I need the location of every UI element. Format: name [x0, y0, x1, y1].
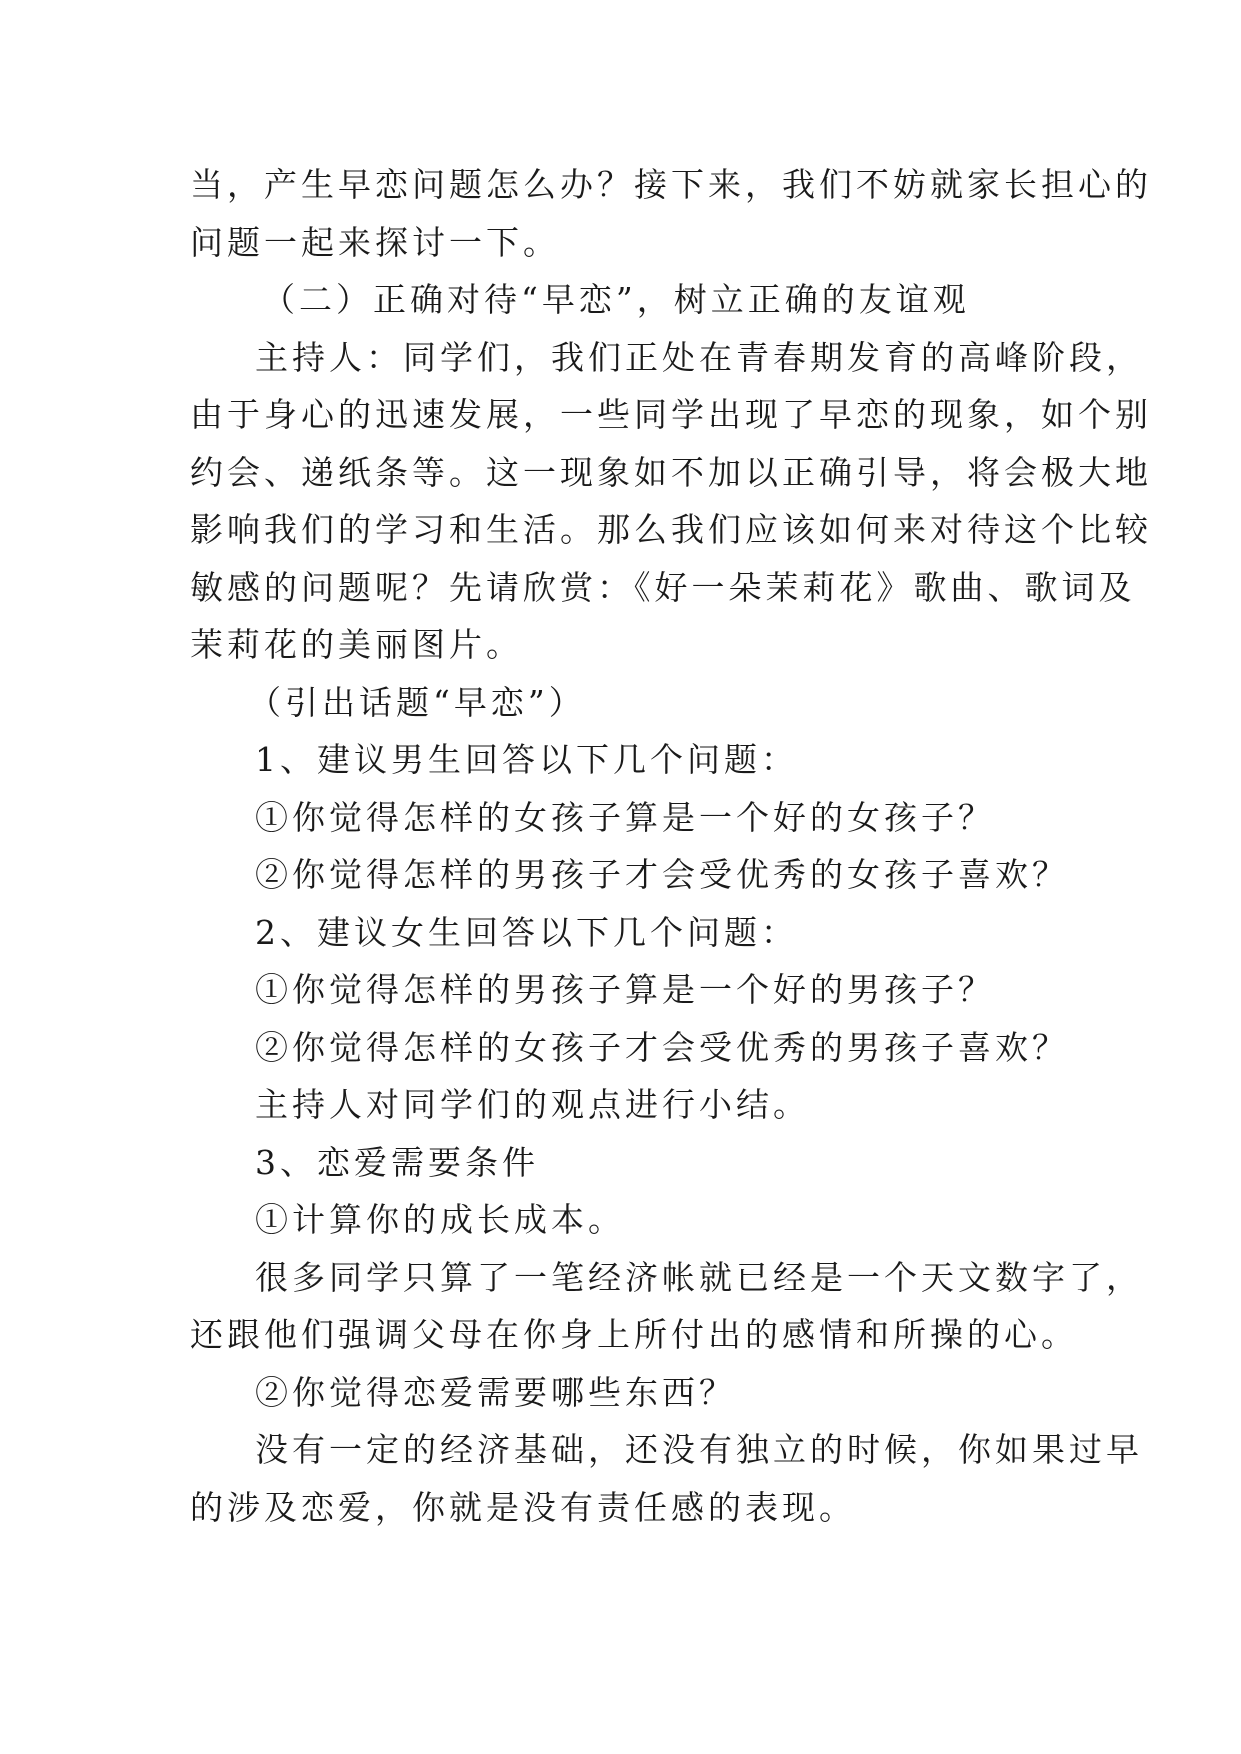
list-item: ②你觉得怎样的男孩子才会受优秀的女孩子喜欢？: [255, 855, 1069, 894]
paragraph-line: 还跟他们强调父母在你身上所付出的感情和所操的心。: [190, 1315, 1078, 1354]
paragraph-line: 很多同学只算了一笔经济帐就已经是一个天文数字了，: [255, 1258, 1143, 1297]
paragraph-line: 当，产生早恋问题怎么办？接下来，我们不妨就家长担心的: [190, 165, 1152, 204]
paragraph-line: 问题一起来探讨一下。: [190, 223, 560, 262]
paragraph-line: （引出话题“早恋”）: [248, 683, 586, 722]
section-heading: （二）正确对待“早恋”，树立正确的友谊观: [262, 280, 970, 319]
list-item: ①计算你的成长成本。: [255, 1200, 625, 1239]
paragraph-line: 茉莉花的美丽图片。: [190, 625, 523, 664]
list-item: ①你觉得怎样的女孩子算是一个好的女孩子？: [255, 798, 995, 837]
paragraph-line: 影响我们的学习和生活。那么我们应该如何来对待这个比较: [190, 510, 1152, 549]
list-item: 2、建议女生回答以下几个问题：: [255, 913, 798, 952]
list-item: 3、恋爱需要条件: [255, 1143, 539, 1182]
list-item: 1、建议男生回答以下几个问题：: [255, 740, 798, 779]
list-item: ②你觉得恋爱需要哪些东西？: [255, 1373, 736, 1412]
paragraph-line: 主持人对同学们的观点进行小结。: [255, 1085, 810, 1124]
paragraph-line: 的涉及恋爱，你就是没有责任感的表现。: [190, 1488, 856, 1527]
paragraph-line: 敏感的问题呢？先请欣赏：《好一朵茉莉花》歌曲、歌词及: [190, 568, 1136, 607]
list-item: ②你觉得怎样的女孩子才会受优秀的男孩子喜欢？: [255, 1028, 1069, 1067]
paragraph-line: 没有一定的经济基础，还没有独立的时候，你如果过早: [255, 1430, 1143, 1469]
paragraph-line: 约会、递纸条等。这一现象如不加以正确引导，将会极大地: [190, 453, 1152, 492]
list-item: ①你觉得怎样的男孩子算是一个好的男孩子？: [255, 970, 995, 1009]
paragraph-line: 由于身心的迅速发展，一些同学出现了早恋的现象，如个别: [190, 395, 1152, 434]
paragraph-line: 主持人：同学们，我们正处在青春期发育的高峰阶段，: [255, 338, 1143, 377]
